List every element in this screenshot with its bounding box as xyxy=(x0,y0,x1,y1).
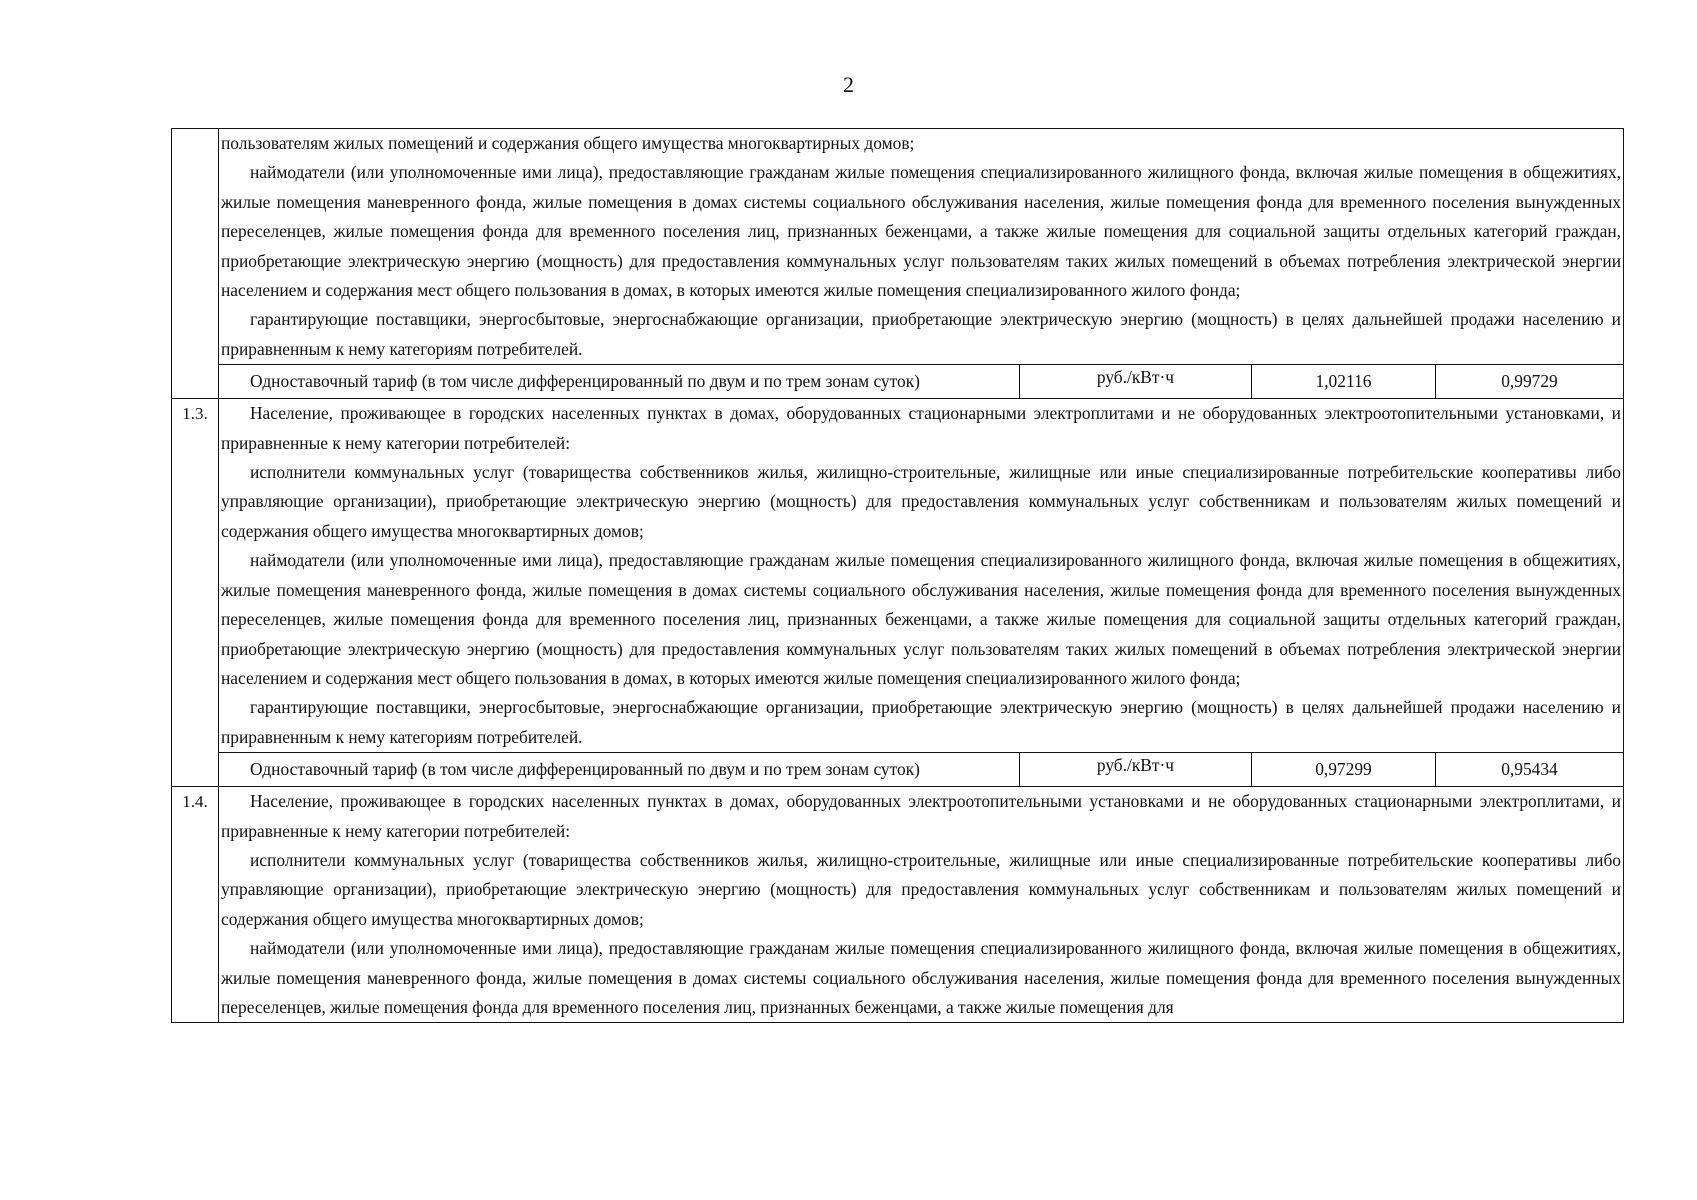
paragraph: Население, проживающее в городских населенных пунктах в домах, оборудованных электроотопительными установками и не оборудованных стационарными электроплитами, и приравненные к нему категории потребителей: xyxy=(221,791,1621,841)
tariff-table xyxy=(171,128,1624,1023)
tariff-value-1: 1,02116 xyxy=(1251,365,1435,399)
section-text xyxy=(219,129,1624,365)
row-number: 1.3. xyxy=(172,399,219,787)
paragraph: наймодатели (или уполномоченные ими лица), предоставляющие гражданам жилые помещения специализированного жилищного фонда, включая жилые помещения в общежитиях, жилые помещения маневренного фонда, жилые помещения в домах системы социального обслуживания населения, жилые помещения фонда для временного поселения вынужденных переселенцев, жилые помещения фонда для временного поселения лиц, признанных беженцами, а также жилые помещения для социальной защиты отдельных категорий граждан, приобретающие электрическую энергию (мощность) для предоставления коммунальных услуг пользователям таких жилых помещений в объемах потребления электрической энергии населением и содержания мест общего пользования в домах, в которых имеются жилые помещения специализированного жилого фонда; xyxy=(221,550,1621,688)
paragraph: наймодатели (или уполномоченные ими лица), предоставляющие гражданам жилые помещения специализированного жилищного фонда, включая жилые помещения в общежитиях, жилые помещения маневренного фонда, жилые помещения в домах системы социального обслуживания населения, жилые помещения фонда для временного поселения вынужденных переселенцев, жилые помещения фонда для временного поселения лиц, признанных беженцами, а также жилые помещения для xyxy=(221,938,1621,1017)
paragraph: пользователям жилых помещений и содержания общего имущества многоквартирных домов; xyxy=(221,133,915,153)
tariff-row xyxy=(172,365,1624,399)
tariff-unit: руб./кВт·ч xyxy=(1019,365,1251,399)
page-number: 2 xyxy=(843,72,854,97)
tariff-value-2: 0,99729 xyxy=(1435,365,1623,399)
paragraph: наймодатели (или уполномоченные ими лица), предоставляющие гражданам жилые помещения специализированного жилищного фонда, включая жилые помещения в общежитиях, жилые помещения маневренного фонда, жилые помещения в домах системы социального обслуживания населения, жилые помещения фонда для временного поселения вынужденных переселенцев, жилые помещения фонда для временного поселения лиц, признанных беженцами, а также жилые помещения для социальной защиты отдельных категорий граждан, приобретающие электрическую энергию (мощность) для предоставления коммунальных услуг пользователям таких жилых помещений в объемах потребления электрической энергии населением и содержания мест общего пользования в домах, в которых имеются жилые помещения специализированного жилого фонда; xyxy=(221,162,1621,301)
table-body xyxy=(172,129,1624,1023)
tariff-label: Одноставочный тариф (в том числе дифференцированный по двум и по трем зонам суток) xyxy=(219,753,1020,787)
paragraph: Население, проживающее в городских населенных пунктах в домах, оборудованных стационарными электроплитами и не оборудованных электроотопительными установками, и приравненные к нему категории потребителей: xyxy=(221,403,1621,453)
paragraph: гарантирующие поставщики, энергосбытовые, энергоснабжающие организации, приобретающие электрическую энергию (мощность) в целях дальнейшей продажи населению и приравненным к нему категориям потребителей. xyxy=(221,309,1621,359)
section-text xyxy=(219,787,1624,1023)
paragraph: исполнители коммунальных услуг (товарищества собственников жилья, жилищно-строительные, жилищные или иные специализированные потребительские кооперативы либо управляющие организации), приобретающие электрическую энергию (мощность) для предоставления коммунальных услуг собственникам и пользователям жилых помещений и содержания общего имущества многоквартирных домов; xyxy=(221,849,1621,929)
section-row xyxy=(172,129,1624,365)
section-row xyxy=(172,787,1624,1023)
section-row xyxy=(172,399,1624,753)
section-text xyxy=(219,399,1624,753)
tariff-unit: руб./кВт·ч xyxy=(1019,753,1251,787)
row-number: 1.4. xyxy=(172,787,219,1023)
row-number xyxy=(172,129,219,399)
tariff-value-1: 0,97299 xyxy=(1251,753,1435,787)
paragraph: гарантирующие поставщики, энергосбытовые, энергоснабжающие организации, приобретающие электрическую энергию (мощность) в целях дальнейшей продажи населению и приравненным к нему категориям потребителей. xyxy=(221,697,1621,747)
tariff-row xyxy=(172,753,1624,787)
tariff-label: Одноставочный тариф (в том числе дифференцированный по двум и по трем зонам суток) xyxy=(219,365,1020,399)
tariff-value-2: 0,95434 xyxy=(1435,753,1623,787)
paragraph: исполнители коммунальных услуг (товарищества собственников жилья, жилищно-строительные, жилищные или иные специализированные потребительские кооперативы либо управляющие организации), приобретающие электрическую энергию (мощность) для предоставления коммунальных услуг собственникам и пользователям жилых помещений и содержания общего имущества многоквартирных домов; xyxy=(221,462,1621,541)
